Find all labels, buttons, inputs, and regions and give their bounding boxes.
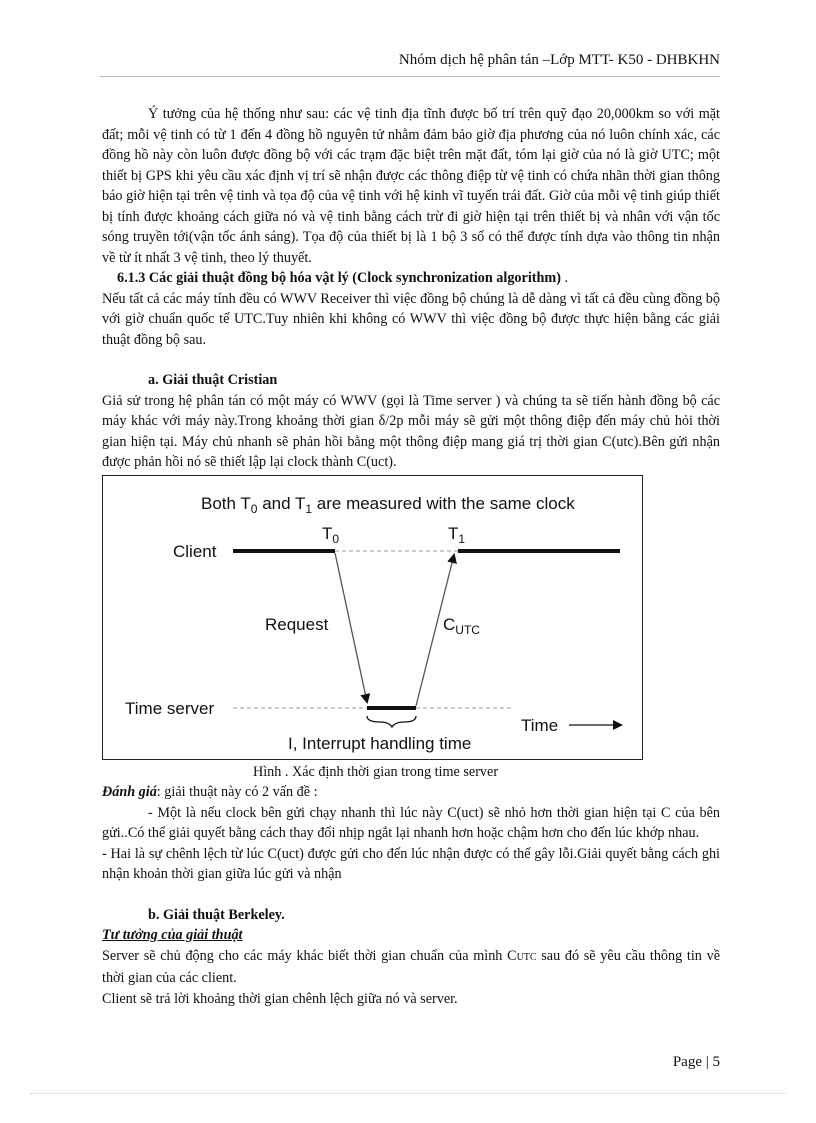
- cristian-diagram-svg: [103, 476, 642, 759]
- idea-label-line: [102, 925, 720, 946]
- page-number: Page | 5: [672, 1054, 720, 1070]
- cutc-label: $C_{UTC}$: [443, 614, 480, 637]
- spacer: [102, 885, 720, 905]
- evaluation-item-2: - Hai là sự chênh lệch từ lúc C(uct) được gửi cho đến lúc nhận được có thể gây lỗi.Giải quyết bằng cách ghi nhận khoản thời gian giữa lúc gửi và nhận: [102, 845, 720, 882]
- time-label: Time: [521, 715, 559, 735]
- evaluation-label: Đánh giá: [102, 784, 157, 800]
- client-label: Client: [173, 541, 217, 561]
- idea-paragraph: Server sẽ chủ động cho các máy khác biết thời gian chuẩn của mình CUTC sau đó sẽ yêu cầu thông tin về thời gian của các client.: [102, 947, 720, 986]
- cristian-diagram: [102, 475, 643, 760]
- section-heading-tail: .: [560, 270, 569, 286]
- cutc-inline: CUTC: [507, 947, 537, 964]
- request-label: Request: [265, 614, 329, 634]
- diagram-title: Both $T_0$ and $T_1$ are measured with the same clock: [201, 493, 575, 516]
- evaluation-intro: Đánh giá: giải thuật này có 2 vấn đề :: [102, 784, 318, 800]
- evaluation-item-1: - Một là nếu clock bên gửi chạy nhanh thì lúc này C(uct) sẽ nhỏ hơn thời gian hiện tại C của bên gửi..Có thể giải quyết bằng cách thay đổi nhịp ngắt lại nhanh hơn hoặc chậm hơn cho đến lúc khớp nhau.: [102, 804, 720, 841]
- cristian-heading: a. Giải thuật Cristian: [148, 372, 278, 388]
- cristian-paragraph: Giả sử trong hệ phân tán có một máy có WWV (gọi là Time server ) và chúng ta sẽ tiến hành đồng bộ các máy khác với máy này.Trong khoảng thời gian δ/2p mỗi máy sẽ gửi một thông điệp đến máy chủ hỏi thời gian hiện tại. Máy chủ nhanh sẽ phản hồi bằng một thông điệp mang giá trị thời gian C(utc).Bên gửi nhận được phản hồi nó sẽ thiết lập lại clock thành C(uct).: [102, 392, 720, 470]
- section-heading: [102, 268, 720, 289]
- request-arrow: [335, 553, 367, 702]
- interrupt-label: I, Interrupt handling time: [288, 733, 472, 753]
- figure-caption: Hình . Xác định thời gian trong time server: [252, 763, 499, 780]
- time-server-label: Time server: [125, 698, 215, 718]
- section-paragraph: Nếu tất cả các máy tính đều có WWV Receiver thì việc đồng bộ chúng là dễ dàng vì tất cả đều cùng đồng bộ với giờ chuẩn quốc tế UTC.Tuy nhiên khi không có WWV thì việc đồng bộ được thực hiện bằng các giải thuật đồng bộ sau.: [102, 290, 720, 348]
- berkeley-heading: b. Giải thuật Berkeley.: [148, 906, 285, 923]
- header-rule: [100, 76, 720, 77]
- footer-rule: [30, 1093, 786, 1094]
- intro-paragraph: Ý tưởng của hệ thống như sau: các vệ tinh địa tĩnh được bố trí trên quỹ đạo 20,000km so với mặt đất; mỗi vệ tinh có từ 1 đến 4 đồng hồ nguyên tử nhằm đảm bảo giờ địa phương của nó luôn chính xác, các đồng hồ này còn luôn được đồng bộ với các trạm đặc biệt trên mặt đất, tóm lại giờ của nó là giờ UTC; một thiết bị GPS khi yêu cầu xác định vị trí sẽ nhận được các thông điệp từ vệ tinh có chứa nhãn thời gian thông báo giờ hiện tại trên vệ tinh và tọa độ của vệ tinh với hệ kinh vĩ tuyến trái đất. Giờ của mỗi vệ tinh giúp thiết bị tính được khoảng cách giữa nó và vệ tinh bằng cách trừ đi giờ hiện tại trên thiết bị và nhân với vận tốc sóng truyền tới(vận tốc ánh sáng). Tọa độ của thiết bị là 1 bộ 3 số có thể được tính dựa vào thông tin nhận về từ ít nhất 3 vệ tinh, theo lý thuyết.: [102, 106, 720, 266]
- client-paragraph: Client sẽ trả lời khoảng thời gian chênh lệch giữa nó và server.: [102, 990, 458, 1007]
- t1-label: $T_1$: [448, 523, 466, 546]
- idea-label: Tư tưởng của giải thuật: [102, 927, 243, 943]
- section-heading-text: 6.1.3 Các giải thuật đồng bộ hóa vật lý (Clock synchronization algorithm): [117, 270, 561, 286]
- t0-label: $T_0$: [322, 523, 340, 546]
- spacer: [102, 350, 720, 370]
- page-header: Nhóm dịch hệ phân tán –Lớp MTT- K50 - DHBKHN: [398, 52, 720, 68]
- interrupt-brace: [367, 716, 416, 727]
- page-content: [102, 104, 720, 1009]
